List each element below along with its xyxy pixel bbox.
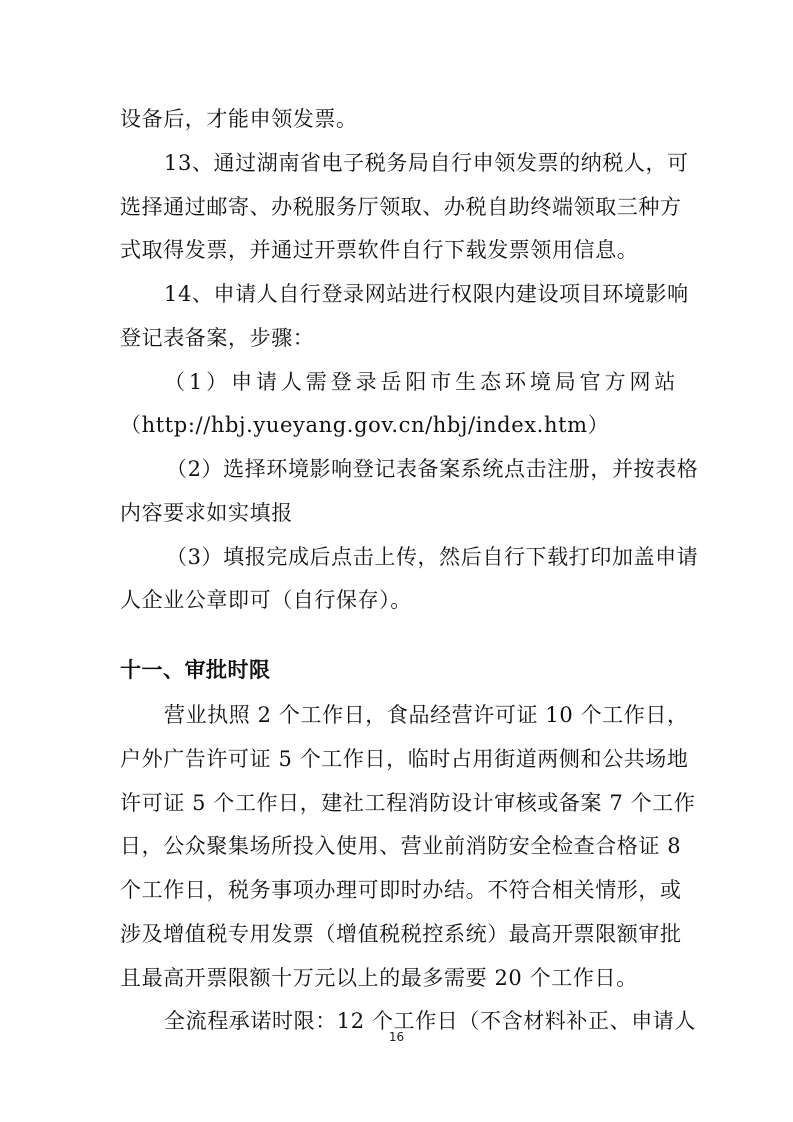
section-line-1: 营业执照 2 个工作日，食品经营许可证 10 个工作日， [164,703,689,727]
text-line-8: （http://hbj.yueyang.gov.cn/hbj/index.htm） [120,413,610,437]
text-line-10: 内容要求如实填报 [120,501,293,525]
text-line-12: 人企业公章即可（自行保存）。 [120,588,412,612]
text-line-3: 选择通过邮寄、办税服务厅领取、办税自助终端领取三种方 [120,195,682,219]
page-number: 16 [388,1030,405,1044]
text-line-2: 13、通过湖南省电子税务局自行申领发票的纳税人，可 [164,151,689,175]
section-line-7: 且最高开票限额十万元以上的最多需要 20 个工作日。 [120,966,638,990]
section-line-8: 全流程承诺时限：12 个工作日（不含材料补正、申请人 [164,1009,696,1033]
text-line-11: （3）填报完成后点击上传，然后自行下载打印加盖申请 [166,545,699,569]
section-heading: 十一、审批时限 [120,658,271,682]
text-line-7: （1）申请人需登录岳阳市生态环境局官方网站 [164,370,676,394]
text-line-1: 设备后，才能申领发票。 [120,107,358,131]
text-line-4: 式取得发票，并通过开票软件自行下载发票领用信息。 [120,238,639,262]
section-line-6: 涉及增值税专用发票（增值税税控系统）最高开票限额审批 [120,922,682,946]
section-line-5: 个工作日，税务事项办理可即时办结。不符合相关情形，或 [120,878,682,902]
text-line-6: 登记表备案，步骤： [120,326,315,350]
section-line-3: 许可证 5 个工作日，建社工程消防设计审核或备案 7 个工作 [120,791,696,815]
text-line-5: 14、申请人自行登录网站进行权限内建设项目环境影响 [164,282,689,306]
section-line-2: 户外广告许可证 5 个工作日，临时占用街道两侧和公共场地 [120,747,689,771]
text-line-9: （2）选择环境影响登记表备案系统点击注册，并按表格 [166,457,699,481]
section-line-4: 日，公众聚集场所投入使用、营业前消防安全检查合格证 8 [120,834,682,858]
